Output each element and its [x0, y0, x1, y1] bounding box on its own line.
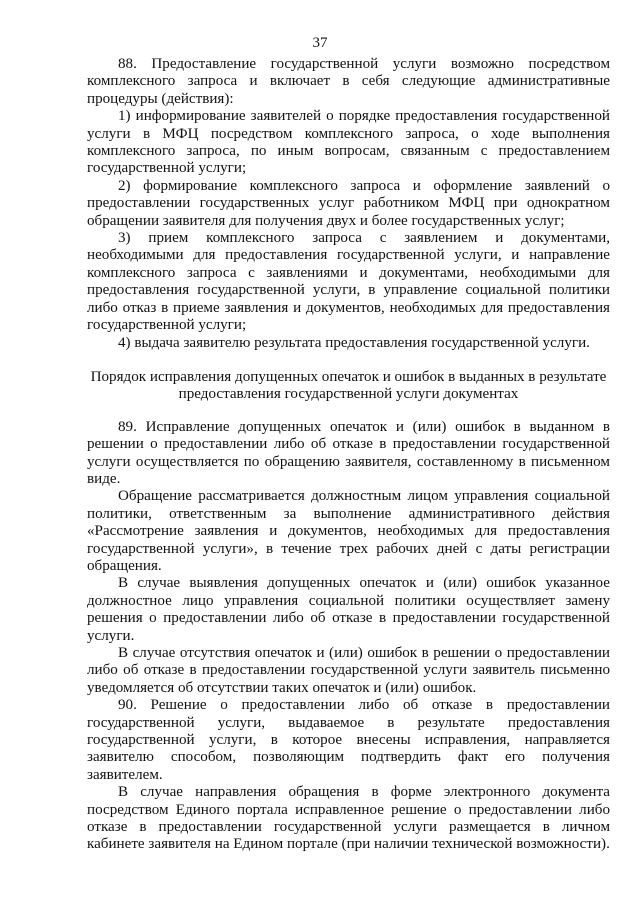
document-body	[87, 56, 610, 854]
paragraph-90-electronic: В случае направления обращения в форме электронного документа посредством Единого портала исправленное решение о предоставлении либо отказе в предоставлении государственной услуги размещается в личном кабинете заявителя на Едином портале (при наличии технической возможности).	[87, 784, 610, 853]
paragraph-89: 89. Исправление допущенных опечаток и (или) ошибок в выданном в решении о предоставлении либо об отказе в предоставлении государственной услуги осуществляется по обращению заявителя, составленному в письменном виде.	[87, 418, 610, 487]
page-number: 37	[312, 35, 328, 51]
list-item-3: 3) прием комплексного запроса с заявлением и документами, необходимыми для предоставления государственной услуги, и направление комплексного запроса с заявлениями и документами, необходимыми для предоставления государственной услуги, в управление социальной политики либо отказ в приеме заявления и документов, необходимых для предоставления государственной услуги;	[87, 230, 610, 334]
paragraph-89-review: Обращение рассматривается должностным лицом управления социальной политики, ответственным за выполнение административного действия «Рассмотрение заявления и документов, необходимых для предоставления государственной услуги», в течение трех рабочих дней с даты регистрации обращения.	[87, 488, 610, 574]
list-item-2: 2) формирование комплексного запроса и оформление заявлений о предоставлении государственных услуг работником МФЦ при однократном обращении заявителя для получения двух и более государственных услуг;	[87, 177, 610, 229]
paragraph-89-errors-found: В случае выявления допущенных опечаток и (или) ошибок указанное должностное лицо управления социальной политики осуществляет замену решения о предоставлении либо об отказе в предоставлении государственной услуги.	[87, 575, 610, 644]
paragraph-90: 90. Решение о предоставлении либо об отказе в предоставлении государственной услуги, выдаваемое в результате предоставления государственной услуги, в которое внесены исправления, направляется заявителю способом, позволяющим подтвердить факт его получения заявителем.	[87, 697, 610, 783]
paragraph-89-no-errors: В случае отсутствия опечаток и (или) ошибок в решении о предоставлении либо об отказе в предоставлении государственной услуги заявитель письменно уведомляется об отсутствии таких опечаток и (или) ошибок.	[87, 645, 610, 696]
section-heading: Порядок исправления допущенных опечаток и ошибок в выданных в результате предоставления государственной услуги документах	[90, 368, 607, 403]
list-item-4: 4) выдача заявителю результата предоставления государственной услуги.	[118, 334, 590, 351]
paragraph-88: 88. Предоставление государственной услуги возможно посредством комплексного запроса и включает в себя следующие административные процедуры (действия):	[87, 56, 610, 107]
list-item-1: 1) информирование заявителей о порядке предоставления государственной услуги в МФЦ посредством комплексного запроса, о ходе выполнения комплексного запроса, по иным вопросам, связанным с предоставлением государственной услуги;	[87, 108, 610, 177]
